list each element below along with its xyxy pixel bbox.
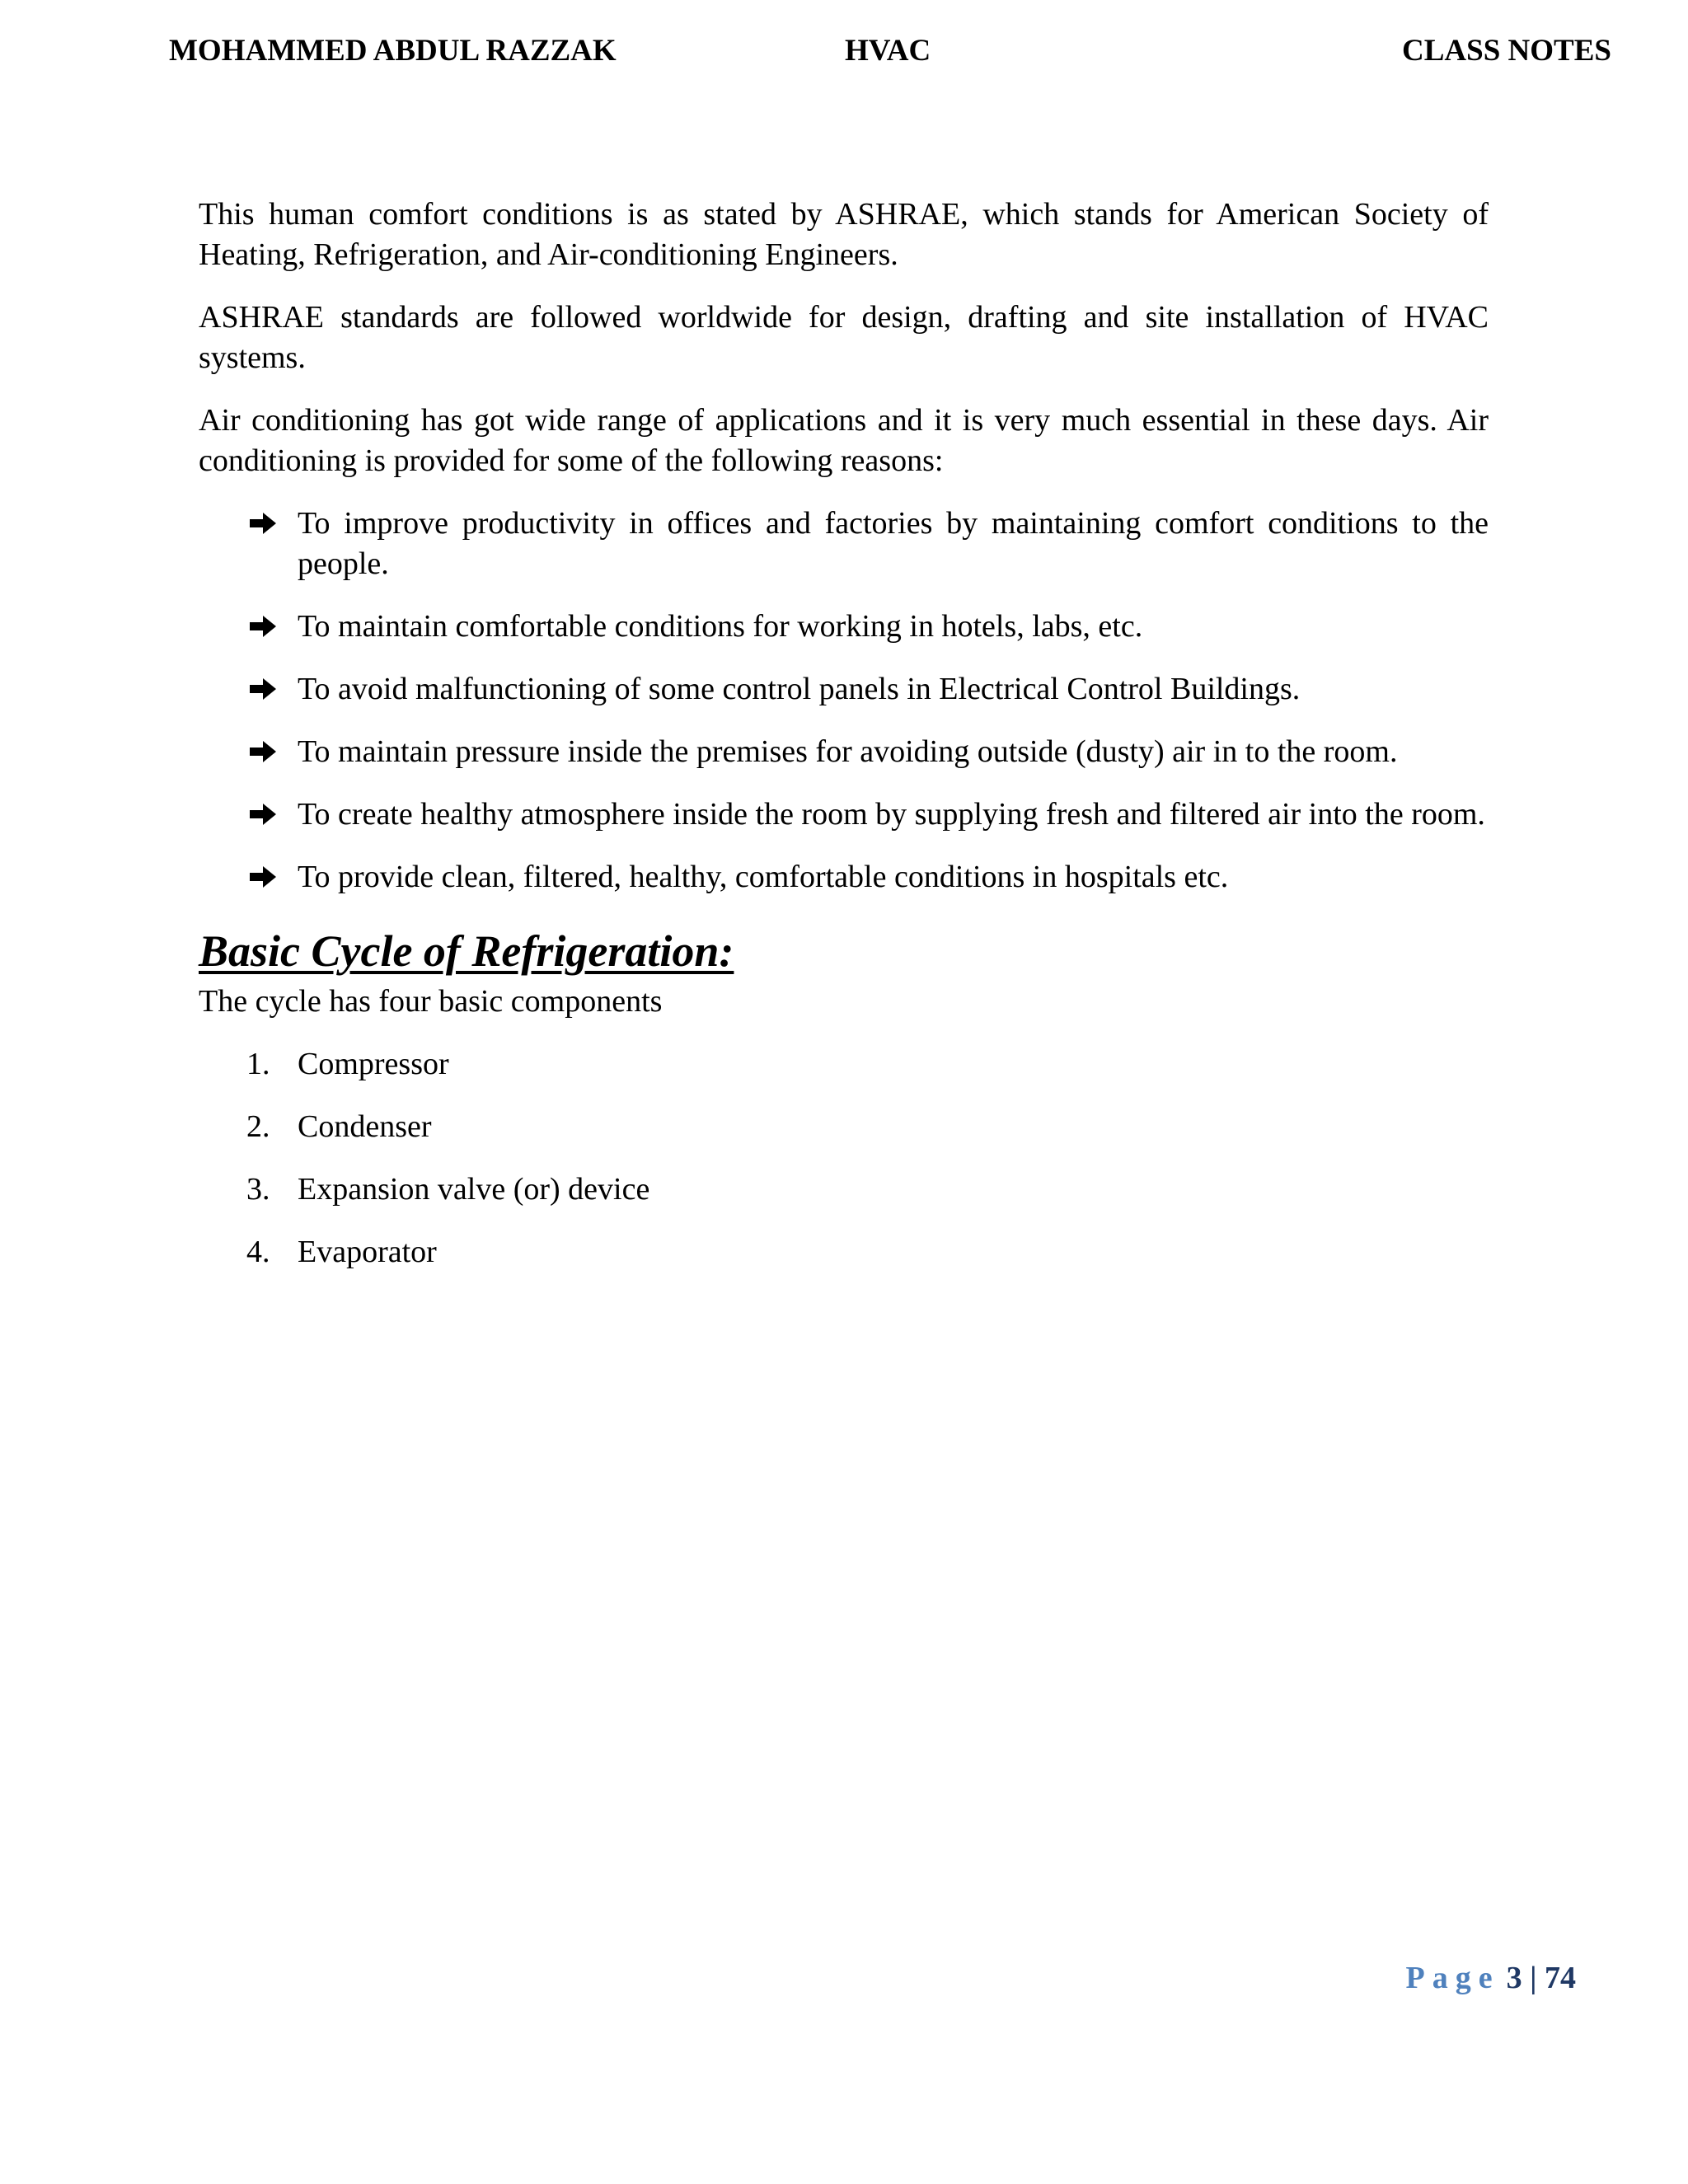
right-arrow-icon — [248, 739, 278, 764]
right-arrow-icon — [248, 511, 278, 536]
component-label: Evaporator — [298, 1235, 437, 1269]
right-arrow-icon — [248, 614, 278, 639]
reason-text: To avoid malfunctioning of some control panels in Electrical Control Buildings. — [298, 672, 1301, 706]
paragraph-ashrae-standards: ASHRAE standards are followed worldwide for design, drafting and site installation of HVAC systems. — [199, 300, 1489, 375]
component-label: Compressor — [298, 1047, 449, 1081]
page-number: 3 | 74 — [1506, 1961, 1576, 1995]
reasons-list — [199, 504, 1489, 898]
list-item — [199, 607, 1489, 647]
component-label: Expansion valve (or) device — [298, 1172, 650, 1207]
list-item — [199, 732, 1489, 772]
reason-text: To maintain comfortable conditions for working in hotels, labs, etc. — [298, 609, 1143, 644]
reason-text: To create healthy atmosphere inside the room by supplying fresh and filtered air into the room. — [298, 797, 1485, 832]
list-item — [199, 1044, 1489, 1085]
header-doc-type: CLASS NOTES — [1402, 34, 1611, 68]
right-arrow-icon — [248, 677, 278, 701]
right-arrow-icon — [248, 865, 278, 889]
list-item — [199, 669, 1489, 710]
item-number: 1. — [246, 1047, 270, 1081]
header-author: MOHAMMED ABDUL RAZZAK — [169, 34, 617, 68]
page-footer — [1406, 1960, 1576, 1996]
reason-text: To improve productivity in offices and factories by maintaining comfort conditions to the people. — [298, 506, 1489, 581]
list-item — [199, 1107, 1489, 1147]
list-item — [199, 504, 1489, 584]
page-word: Page — [1405, 1961, 1500, 1995]
list-item — [199, 794, 1489, 835]
header-subject: HVAC — [845, 34, 931, 68]
paragraph-ashrae-intro: This human comfort conditions is as stated by ASHRAE, which stands for American Society of Heating, Refrigeration, and Air-conditioning Engineers. — [199, 197, 1489, 272]
page-header — [169, 33, 1611, 76]
list-item — [199, 1232, 1489, 1272]
page-content — [199, 194, 1489, 1295]
item-number: 3. — [246, 1172, 270, 1207]
item-number: 2. — [246, 1109, 270, 1144]
section-heading: Basic Cycle of Refrigeration: — [199, 926, 734, 976]
reason-text: To provide clean, filtered, healthy, comfortable conditions in hospitals etc. — [298, 860, 1229, 894]
list-item — [199, 857, 1489, 898]
list-item — [199, 1169, 1489, 1210]
component-label: Condenser — [298, 1109, 432, 1144]
section-intro: The cycle has four basic components — [199, 984, 663, 1019]
paragraph-applications: Air conditioning has got wide range of applications and it is very much essential in these days. Air conditioning is provided for some of the following reasons: — [199, 403, 1489, 478]
components-list — [199, 1044, 1489, 1272]
item-number: 4. — [246, 1235, 270, 1269]
reason-text: To maintain pressure inside the premises for avoiding outside (dusty) air in to the room. — [298, 734, 1398, 769]
right-arrow-icon — [248, 802, 278, 827]
